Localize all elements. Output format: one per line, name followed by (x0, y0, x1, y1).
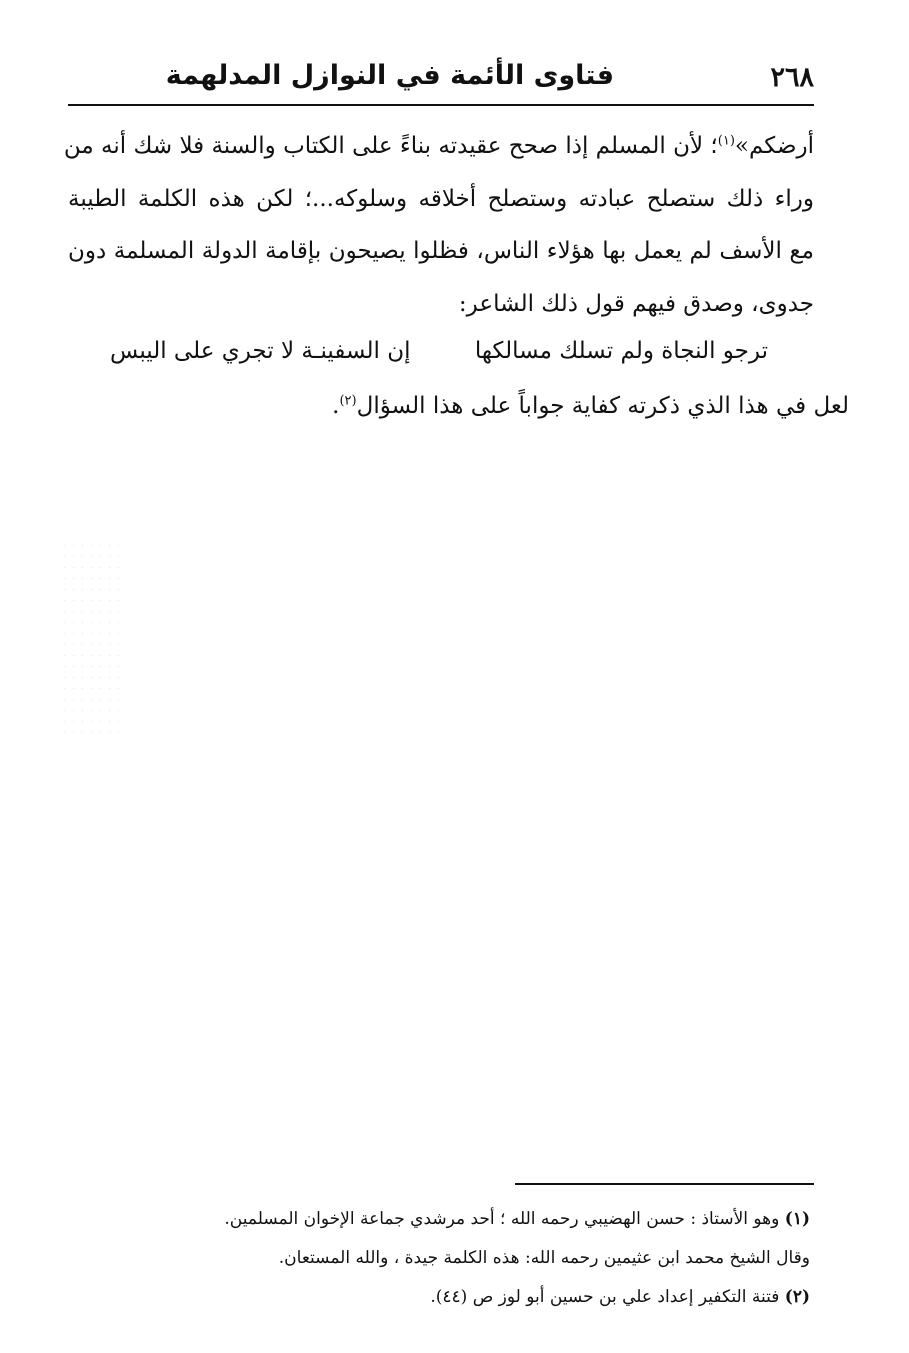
footnote-number: (٢) (784, 1287, 810, 1307)
scan-noise (60, 540, 120, 740)
footnote-ref-1[interactable]: (١) (717, 133, 735, 149)
footnote-ref-2[interactable]: (٢) (339, 393, 357, 409)
footnote-1-continued (68, 1239, 814, 1278)
text-segment: ؛ لأن المسلم إذا صحح عقيدته بناءً على الكتاب والسنة فلا شك أنه من (63, 133, 718, 159)
text-segment: أرضكم» (734, 133, 814, 159)
poetry-verse (110, 325, 768, 377)
verse-second-hemistich: إن السفينـة لا تجري على اليبس (110, 338, 411, 364)
footnote-2 (68, 1278, 814, 1317)
text-line-3: مع الأسف لم يعمل بها هؤلاء الناس، فظلوا يصيحون بإقامة الدولة المسلمة دون (68, 238, 814, 264)
header-divider (68, 104, 814, 106)
page-number: ٢٦٨ (770, 62, 814, 93)
closing-end: . (332, 393, 340, 419)
footnote-1 (68, 1200, 814, 1239)
verse-first-hemistich: ترجو النجاة ولم تسلك مسالكها (474, 338, 768, 364)
text-line-2: وراء ذلك ستصلح عبادته وستصلح أخلاقه وسلوكه...؛ لكن هذه الكلمة الطيبة (68, 185, 814, 212)
footnote-text: وهو الأستاذ : حسن الهضيبي رحمه الله ؛ أحد مرشدي جماعة الإخوان المسلمين. (224, 1209, 780, 1229)
footnote-text: فتنة التكفير إعداد علي بن حسين أبو لوز ص (٤٤). (430, 1287, 780, 1307)
footnotes (68, 1200, 814, 1317)
running-title: فتاوى الأئمة في النوازل المدلهمة (165, 60, 614, 91)
footnote-text: وقال الشيخ محمد ابن عثيمين رحمه الله: هذه الكلمة جيدة ، والله المستعان. (278, 1248, 810, 1268)
page-header (68, 52, 814, 102)
text-line-4: جدوى، وصدق فيهم قول ذلك الشاعر: (458, 290, 814, 317)
main-text (63, 120, 814, 330)
closing-sentence (332, 380, 849, 432)
text-line-1 (63, 120, 814, 173)
footnote-number: (١) (784, 1209, 810, 1229)
closing-text: لعل في هذا الذي ذكرته كفاية جواباً على هذا السؤال (356, 393, 849, 419)
footnote-divider (515, 1183, 814, 1185)
